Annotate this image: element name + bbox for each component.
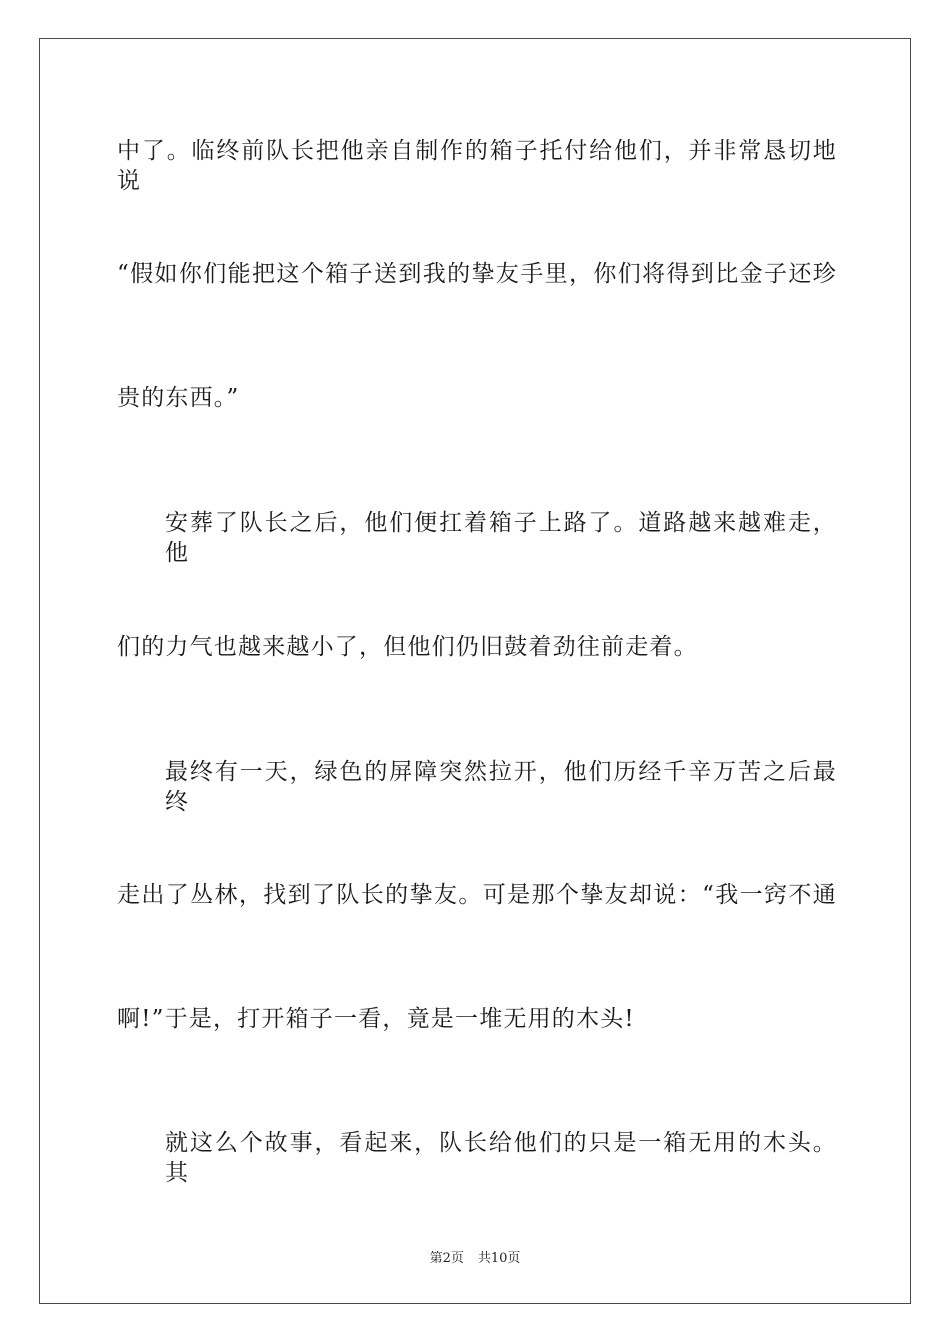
page-border <box>39 38 911 1304</box>
paragraph-line-2: “假如你们能把这个箱子送到我的挚友手里，你们将得到比金子还珍 <box>117 261 837 287</box>
paragraph-line-8: 啊!”于是，打开箱子一看，竟是一堆无用的木头! <box>117 1006 635 1032</box>
paragraph-line-5: 们的力气也越来越小了，但他们仍旧鼓着劲往前走着。 <box>117 634 698 660</box>
page-number: 第2页 <box>429 1251 464 1266</box>
paragraph-line-3: 贵的东西。” <box>117 385 240 411</box>
paragraph-line-4: 安葬了队长之后，他们便扛着箱子上路了。道路越来越难走，他 <box>165 510 837 566</box>
paragraph-line-6: 最终有一天，绿色的屏障突然拉开，他们历经千辛万苦之后最终 <box>165 759 837 815</box>
paragraph-line-7: 走出了丛林，找到了队长的挚友。可是那个挚友却说：“我一窍不通 <box>117 882 837 908</box>
page-footer <box>0 1247 950 1266</box>
paragraph-line-1: 中了。临终前队长把他亲自制作的箱子托付给他们，并非常恳切地说 <box>117 138 837 194</box>
paragraph-line-9: 就这么个故事，看起来，队长给他们的只是一箱无用的木头。其 <box>165 1130 837 1186</box>
page-total: 共10页 <box>477 1251 521 1266</box>
